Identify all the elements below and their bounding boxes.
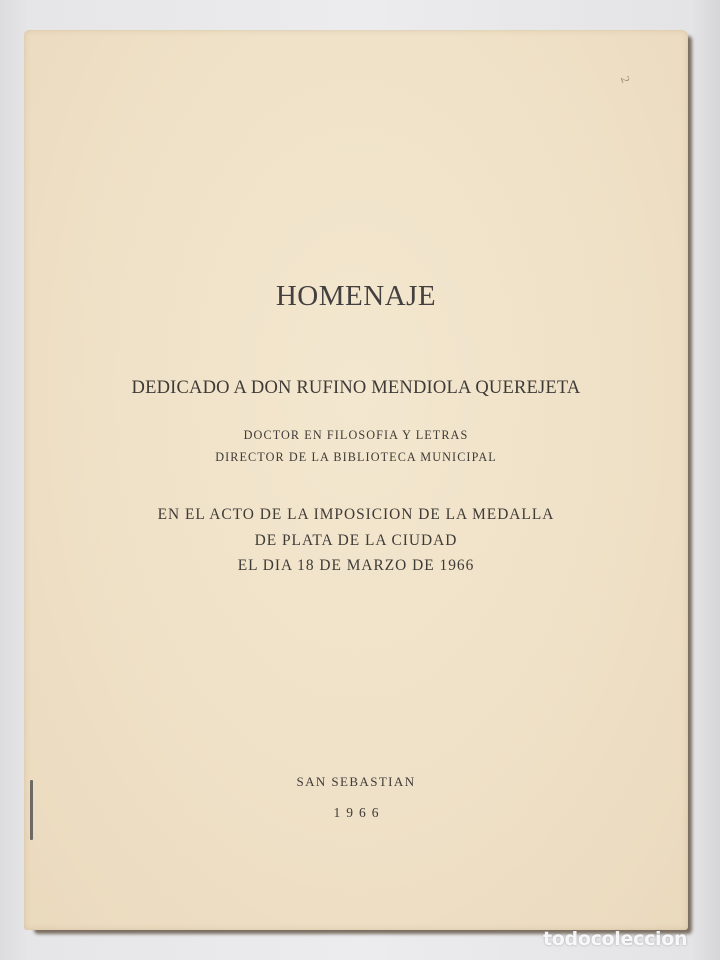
booklet-cover xyxy=(24,30,688,930)
occasion-line: EN EL ACTO DE LA IMPOSICION DE LA MEDALLA xyxy=(157,506,555,523)
occasion-line: EL DIA 18 DE MARZO DE 1966 xyxy=(237,557,475,574)
pencil-mark: 2 xyxy=(617,74,634,85)
credential-line: DIRECTOR DE LA BIBLIOTECA MUNICIPAL xyxy=(215,450,497,464)
occasion-line: DE PLATA DE LA CIUDAD xyxy=(254,532,458,549)
credential-line: DOCTOR EN FILOSOFIA Y LETRAS xyxy=(243,428,469,442)
place-line: SAN SEBASTIAN xyxy=(296,774,416,789)
watermark-logo: todocoleccion xyxy=(543,928,688,950)
year-line: 1966 xyxy=(333,805,385,820)
dedication-line: DEDICADO A DON RUFINO MENDIOLA QUEREJETA xyxy=(131,378,581,398)
cover-title: HOMENAJE xyxy=(275,280,437,312)
